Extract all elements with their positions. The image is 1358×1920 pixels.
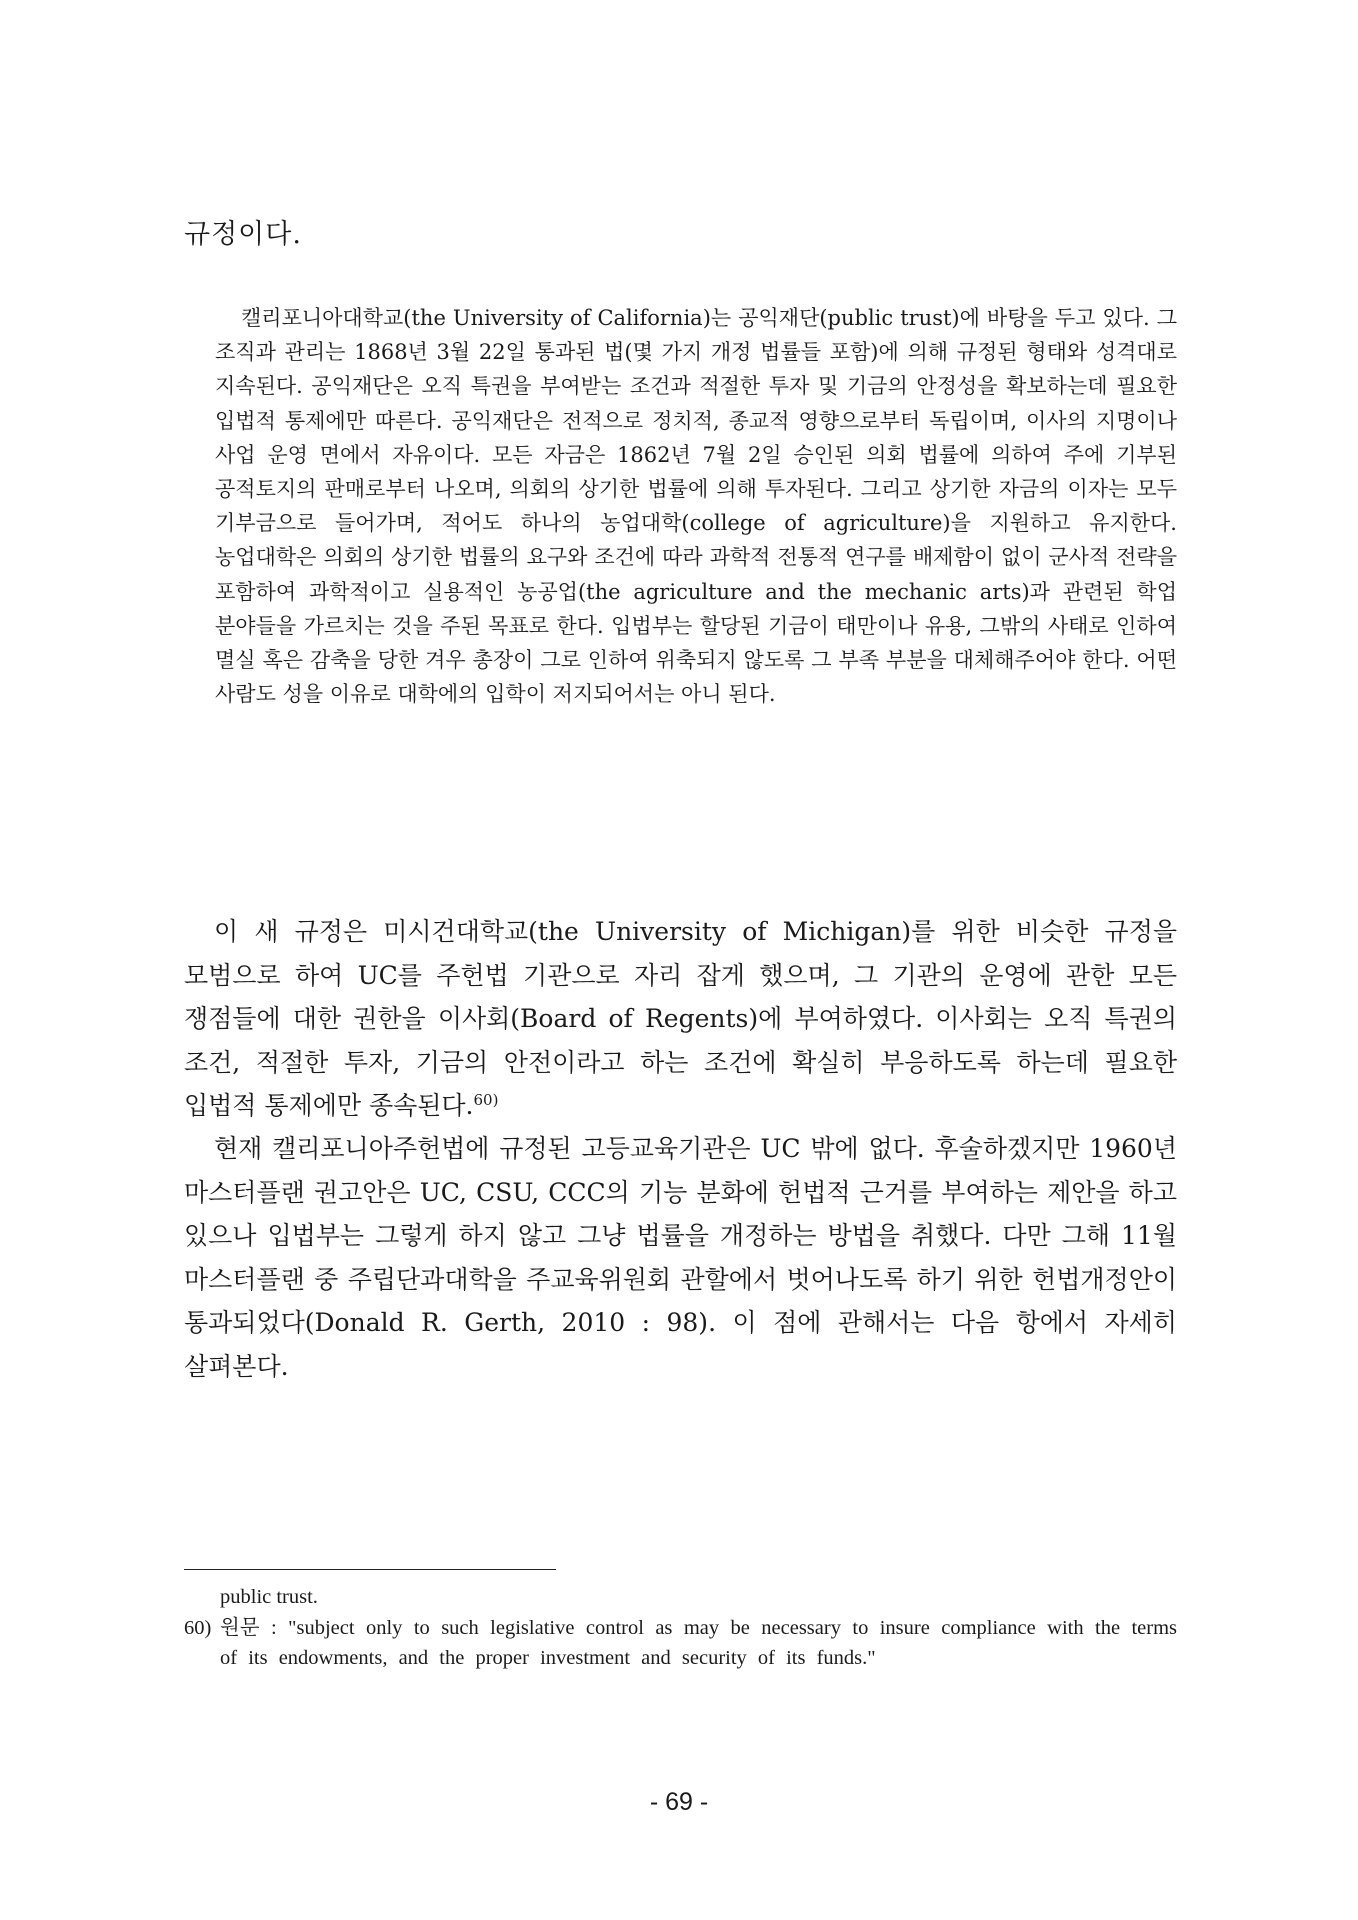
footnote-divider — [184, 1569, 556, 1570]
footnote-60-text: 원문 : "subject only to such legislative control as may be necessary to insure compliance with the terms of its endowments, and the proper investment and security of its funds." — [220, 1616, 1177, 1669]
quoted-provision-paragraph: 캘리포니아대학교(the University of California)는 공익재단(public trust)에 바탕을 두고 있다. 그 조직과 관리는 1868년 3월 22일 통과된 법(몇 가지 개정 법률들 포함)에 의해 규정된 형태와 성격대로 지속된다. 공익재단은 오직 특권을 부여받는 조건과 적절한 투자 및 기금의 안정성을 확보하는데 필요한 입법적 통제에만 따른다. 공익재단은 전적으로 정치적, 종교적 영향으로부터 독립이며, 이사의 지명이나 사업 운영 면에서 자유이다. 모든 자금은 1862년 7월 2일 승인된 의회 법률에 의하여 주에 기부된 공적토지의 판매로부터 나오며, 의회의 상기한 법률에 의해 투자된다. 그리고 상기한 자금의 이자는 모두 기부금으로 들어가며, 적어도 하나의 농업대학(college of agriculture)을 지원하고 유지한다. 농업대학은 의회의 상기한 법률의 요구와 조건에 따라 과학적 전통적 연구를 배제함이 없이 군사적 전략을 포함하여 과학적이고 실용적인 농공업(the agriculture and the mechanic arts)과 관련된 학업 분야들을 가르치는 것을 주된 목표로 한다. 입법부는 할당된 기금이 태만이나 유용, 그밖의 사태로 인하여 멸실 혹은 감축을 당한 겨우 총장이 그로 인하여 위축되지 않도록 그 부족 부분을 대체해주어야 한다. 어떤 사람도 성을 이유로 대학에의 입학이 저지되어서는 아니 된다. — [215, 306, 1177, 707]
footnote-60-label: 60) — [184, 1616, 212, 1639]
footnote-continuation: public trust. — [220, 1586, 318, 1608]
page-number: - 69 - — [649, 1788, 709, 1816]
body-paragraph-1 — [184, 910, 1177, 1128]
footnote-reference-60[interactable]: 60) — [473, 1091, 499, 1109]
body-paragraph-1-text: 이 새 규정은 미시건대학교(the University of Michigan)를 위한 비슷한 규정을 모범으로 하여 UC를 주헌법 기관으로 자리 잡게 했으며, 그 기관의 운영에 관한 모든 쟁점들에 대한 권한을 이사회(Board of Regents)에 부여하였다. 이사회는 오직 특권의 조건, 적절한 투자, 기금의 안전이라고 하는 조건에 확실히 부응하도록 하는데 필요한 입법적 통제에만 종속된다. — [184, 917, 1177, 1120]
footnote-60 — [184, 1613, 1177, 1674]
opening-line: 규정이다. — [184, 219, 302, 250]
footnotes-section — [184, 1582, 1177, 1674]
body-paragraph-2: 현재 캘리포니아주헌법에 규정된 고등교육기관은 UC 밖에 없다. 후술하겠지만 1960년 마스터플랜 권고안은 UC, CSU, CCC의 기능 분화에 헌법적 근거를 부여하는 제안을 하고 있으나 입법부는 그렇게 하지 않고 그냥 법률을 개정하는 방법을 취했다. 다만 그해 11월 마스터플랜 중 주립단과대학을 주교육위원회 관할에서 벗어나도록 하기 위한 헌법개정안이 통과되었다(Donald R. Gerth, 2010 : 98). 이 점에 관해서는 다음 항에서 자세히 살펴본다. — [184, 1134, 1177, 1381]
